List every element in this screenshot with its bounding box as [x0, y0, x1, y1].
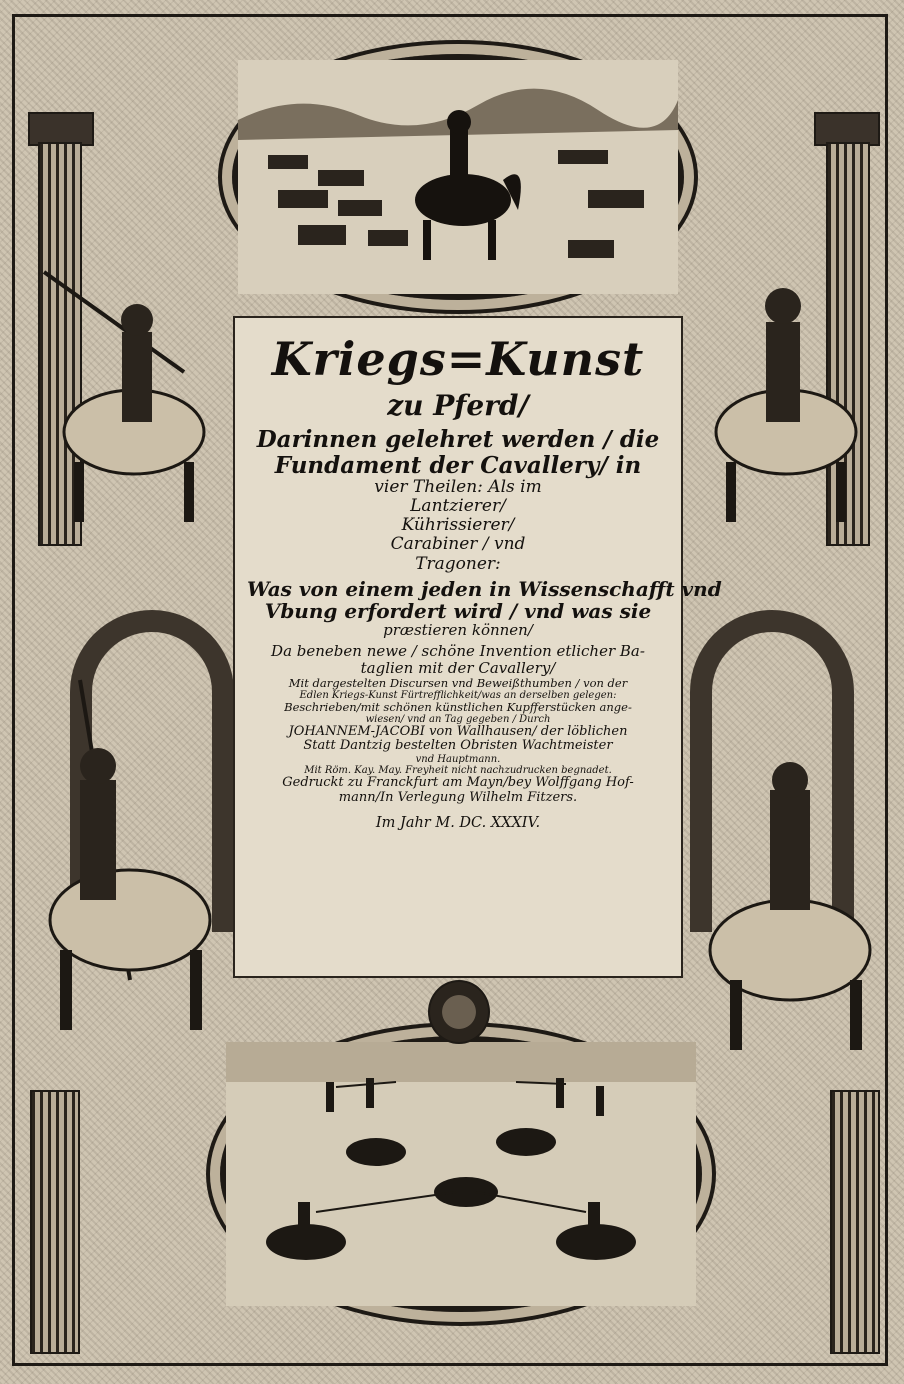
description-line: Was von einem jeden in Wissenschafft vnd	[247, 576, 722, 601]
bottom-skirmish-medallion	[220, 1036, 702, 1312]
privilege-line: Mit Röm. Kay. May. Freyheit nicht nachzudrucken begnadet.	[304, 765, 612, 777]
intro-line: Fundament der Cavallery/ in	[274, 451, 642, 479]
description-line: taglien mit der Cavallery/	[360, 658, 556, 677]
publication-date: Im Jahr M. DC. XXXIV.	[375, 815, 541, 832]
author-line: Statt Dantzig bestelten Obristen Wachtmeister	[303, 738, 613, 754]
lower-left-column	[30, 1090, 80, 1354]
left-column-capital	[28, 112, 94, 146]
carabineer-figure-bottom-left	[20, 680, 230, 1050]
description-line: Da beneben newe / schöne Invention etlicher Ba-	[271, 642, 645, 661]
author-line: JOHANNEM-JACOBI von Wallhausen/ der löblichen	[288, 723, 628, 739]
title-tablet	[233, 316, 722, 978]
cavalry-type: Lantzierer/	[410, 496, 506, 517]
cuirassier-figure-top-right	[686, 262, 886, 552]
description-line: præstieren können/	[383, 621, 533, 640]
description-line: wiesen/ vnd an Tag gegeben / Durch	[365, 713, 551, 725]
lion-mask-ornament	[428, 980, 490, 1044]
lower-right-column	[830, 1090, 880, 1354]
cavalry-type: Tragoner:	[415, 553, 501, 574]
lancer-figure-top-left	[34, 262, 234, 552]
description-line: Mit dargestelten Discursen vnd Beweißthumben / von der	[288, 675, 628, 690]
intro-line: Darinnen gelehret werden / die	[256, 425, 660, 453]
imprint-line: Gedruckt zu Franckfurt am Mayn/bey Wolffgang Hof-	[282, 775, 634, 791]
right-column-capital	[814, 112, 880, 146]
imprint-line: mann/In Verlegung Wilhelm Fitzers.	[338, 789, 578, 805]
cavalry-type: Kührissierer/	[401, 515, 515, 536]
book-subtitle: zu Pferd/	[387, 388, 529, 422]
intro-line: vier Theilen: Als im	[374, 477, 542, 498]
description-line: Edlen Kriegs-Kunst Fürtrefflichkeit/was an derselben gelegen:	[299, 689, 617, 701]
dragoon-figure-bottom-right	[690, 760, 890, 1060]
author-line: vnd Hauptmann.	[415, 753, 501, 765]
book-title: Kriegs=Kunst	[271, 332, 645, 386]
cavalry-type: Carabiner / vnd	[390, 534, 526, 555]
top-battle-medallion	[232, 54, 684, 300]
description-line: Beschrieben/mit schönen künstlichen Kupfferstücken ange-	[284, 699, 632, 714]
description-line: Vbung erfordert wird / vnd was sie	[264, 598, 652, 623]
